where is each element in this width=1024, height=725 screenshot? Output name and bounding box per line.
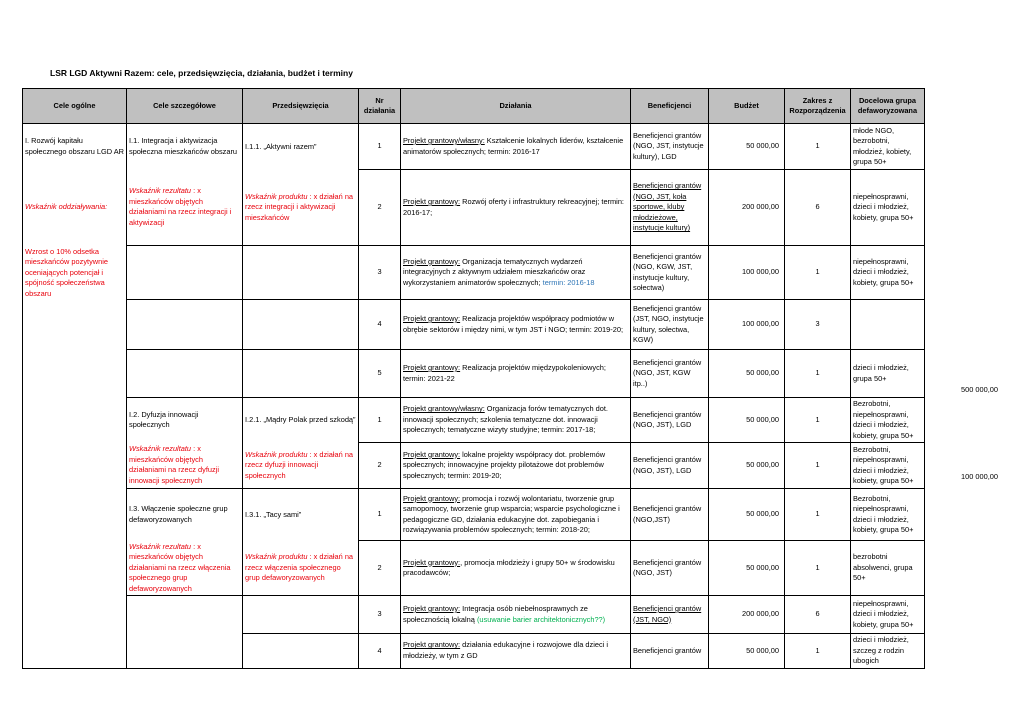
table-row	[23, 170, 925, 246]
action-nr: 2	[359, 170, 401, 246]
budget: 200 000,00	[709, 170, 785, 246]
zakres: 1	[785, 124, 851, 170]
empty-cell	[23, 398, 127, 443]
beneficiaries: Beneficjenci grantów (NGO, JST), LGD	[631, 443, 709, 489]
beneficiaries: Beneficjenci grantów (NGO, JST, instytucje kultury), LGD	[631, 124, 709, 170]
budget: 100 000,00	[709, 246, 785, 300]
empty-cell	[243, 350, 359, 398]
action-nr: 3	[359, 246, 401, 300]
header-nr-dzialania: Nr działania	[359, 89, 401, 124]
header-cele-szczegolowe: Cele szczegółowe	[127, 89, 243, 124]
zakres: 6	[785, 170, 851, 246]
header-budzet: Budżet	[709, 89, 785, 124]
zakres: 1	[785, 443, 851, 489]
empty-cell	[243, 634, 359, 669]
budget: 50 000,00	[709, 443, 785, 489]
target-group: dzieci i młodzież, szczeg z rodzin ubogich	[851, 634, 925, 669]
action-desc: Projekt grantowy: Rozwój oferty i infrastruktury rekreacyjnej; termin: 2016-17;	[401, 170, 631, 246]
action-desc: Projekt grantowy: Integracja osób niebełnosprawnych ze społecznością lokalną (usuwanie barier architektonicznych??)	[401, 596, 631, 634]
beneficiaries: Beneficjenci grantów (JST, NGO)	[631, 596, 709, 634]
budget: 200 000,00	[709, 596, 785, 634]
target-group: Bezrobotni, niepełnosprawni, dzieci i młodzież, kobiety, grupa 50+	[851, 489, 925, 541]
action-desc: Projekt grantowy: lokalne projekty współpracy dot. problemów społecznych; innowacyjne projekty pilotażowe dot problemów społecznych; termin: 2019-20;	[401, 443, 631, 489]
zakres: 1	[785, 246, 851, 300]
action-nr: 1	[359, 398, 401, 443]
action-nr: 1	[359, 489, 401, 541]
table-row	[23, 246, 925, 300]
beneficiaries: Beneficjenci grantów (NGO,JST)	[631, 489, 709, 541]
project-3-indicator: Wskaźnik produktu : x działań na rzecz włączenia społecznego grup defaworyzowanych	[243, 541, 359, 596]
target-group: Bezrobotni, niepełnosprawni, dzieci i młodzież, kobiety, grupa 50+	[851, 398, 925, 443]
action-desc: Projekt grantowy/własny: Organizacja forów tematycznych dot. innowacji społecznych; szkolenia tematyczne dot. innowacji społecznych; tematyczne wizyty studyjne; termin: 2017-18;	[401, 398, 631, 443]
beneficiaries: Beneficjenci grantów (JST, NGO, instytucje kultury, sołectwa, KGW)	[631, 300, 709, 350]
header-row	[23, 89, 925, 124]
zakres: 6	[785, 596, 851, 634]
table-row	[23, 124, 925, 170]
table-row	[23, 443, 925, 489]
target-group: dzieci i młodzież, grupa 50+	[851, 350, 925, 398]
empty-cell	[23, 489, 127, 541]
header-grupa: Docelowa grupa defaworyzowana	[851, 89, 925, 124]
specific-1-indicator: Wskaźnik rezultatu : x mieszkańców objętych działaniami na rzecz integracji i aktywizacji	[127, 170, 243, 246]
header-cele-ogolne: Cele ogólne	[23, 89, 127, 124]
general-goal-name: I. Rozwój kapitału społecznego obszaru LGD AR	[23, 124, 127, 170]
budget: 50 000,00	[709, 489, 785, 541]
target-group	[851, 300, 925, 350]
header-dzialania: Działania	[401, 89, 631, 124]
beneficiaries: Beneficjenci grantów (NGO, JST)	[631, 541, 709, 596]
empty-cell	[243, 300, 359, 350]
action-nr: 4	[359, 300, 401, 350]
project-1-name: I.1.1. „Aktywni razem”	[243, 124, 359, 170]
zakres: 1	[785, 541, 851, 596]
impact-indicator-text: Wzrost o 10% odsetka mieszkańców pozytywnie oceniających potencjał i spójność społeczeństwa obszaru	[23, 246, 127, 350]
action-desc: Projekt grantowy: Realizacja projektów międzypokoleniowych; termin: 2021-22	[401, 350, 631, 398]
empty-cell	[127, 634, 243, 669]
side-total-2: 100 000,00	[961, 472, 998, 481]
empty-cell	[23, 541, 127, 596]
empty-cell	[23, 596, 127, 634]
target-group: niepełnosprawni, dzieci i młodzież, kobiety, grupa 50+	[851, 246, 925, 300]
target-group: młode NGO, bezrobotni, młodzież, kobiety, grupa 50+	[851, 124, 925, 170]
zakres: 1	[785, 398, 851, 443]
action-desc: Projekt grantowy/własny: Kształcenie lokalnych liderów, kształcenie animatorów społecznych; termin: 2016-17	[401, 124, 631, 170]
zakres: 1	[785, 489, 851, 541]
target-group: niepełnosprawni, dzieci i młodzież, kobiety, grupa 50+	[851, 596, 925, 634]
beneficiaries: Beneficjenci grantów (NGO, JST, KGW itp..)	[631, 350, 709, 398]
empty-cell	[23, 634, 127, 669]
budget: 50 000,00	[709, 541, 785, 596]
table-row	[23, 300, 925, 350]
action-nr: 1	[359, 124, 401, 170]
zakres: 1	[785, 634, 851, 669]
beneficiaries: Beneficjenci grantów	[631, 634, 709, 669]
target-group: niepełnosprawni, dzieci i młodzież, kobiety, grupa 50+	[851, 170, 925, 246]
empty-cell	[23, 350, 127, 398]
empty-cell	[127, 350, 243, 398]
header-zakres: Zakres z Rozporządzenia	[785, 89, 851, 124]
zakres: 1	[785, 350, 851, 398]
action-nr: 5	[359, 350, 401, 398]
target-group: Bezrobotni, niepełnosprawni, dzieci i młodzież, kobiety, grupa 50+	[851, 443, 925, 489]
empty-cell	[23, 443, 127, 489]
action-desc: Projekt grantowy: Realizacja projektów współpracy podmiotów w obrębie sektorów i między nimi, w tym JST i NGO; termin: 2019-20;	[401, 300, 631, 350]
action-nr: 2	[359, 443, 401, 489]
beneficiaries: Beneficjenci grantów (NGO, JST), LGD	[631, 398, 709, 443]
budget: 50 000,00	[709, 634, 785, 669]
target-group: bezrobotni absolwenci, grupa 50+	[851, 541, 925, 596]
budget: 50 000,00	[709, 124, 785, 170]
empty-cell	[243, 596, 359, 634]
table-row	[23, 596, 925, 634]
side-total-1: 500 000,00	[961, 385, 998, 394]
action-desc: Projekt grantowy:, promocja młodzieży i grupy 50+ w środowisku pracodawców;	[401, 541, 631, 596]
page-title: LSR LGD Aktywni Razem: cele, przedsięwzięcia, działania, budżet i terminy	[50, 68, 353, 78]
action-desc: Projekt grantowy: Organizacja tematycznych wydarzeń integracyjnych z aktywnym udziałem mieszkańców oraz wykorzystaniem animatorów społecznych; termin: 2016-18	[401, 246, 631, 300]
table-row	[23, 541, 925, 596]
action-nr: 3	[359, 596, 401, 634]
header-przedsiewziecia: Przedsięwzięcia	[243, 89, 359, 124]
action-desc: Projekt grantowy: promocja i rozwój wolontariatu, tworzenie grup samopomocy, tworzenie grup wsparcia; wsparcie psychologiczne i pedagogiczne GD, działania edukacyjne dot. zapobiegania i rozwiązywania problemów społecznych; termin: 2018-20;	[401, 489, 631, 541]
action-nr: 2	[359, 541, 401, 596]
zakres: 3	[785, 300, 851, 350]
specific-goal-3: I.3. Włączenie społeczne grup defaworyzowanych	[127, 489, 243, 541]
table-row	[23, 350, 925, 398]
header-beneficjenci: Beneficjenci	[631, 89, 709, 124]
beneficiaries: Beneficjenci grantów (NGO, KGW, JST, instytucje kultury, sołectwa)	[631, 246, 709, 300]
project-2-name: I.2.1. „Mądry Polak przed szkodą”	[243, 398, 359, 443]
specific-goal-1: I.1. Integracja i aktywizacja społeczna mieszkańców obszaru	[127, 124, 243, 170]
empty-cell	[127, 246, 243, 300]
table-row	[23, 634, 925, 669]
budget: 100 000,00	[709, 300, 785, 350]
budget: 50 000,00	[709, 398, 785, 443]
specific-2-indicator: Wskaźnik rezultatu : x mieszkańców objętych działaniami na rzecz dyfuzji innowacji społecznych	[127, 443, 243, 489]
table-row	[23, 489, 925, 541]
lsr-table	[22, 88, 925, 669]
project-3-name: I.3.1. „Tacy sami”	[243, 489, 359, 541]
impact-indicator: Wskaźnik oddziaływania:	[23, 170, 127, 246]
table-row	[23, 398, 925, 443]
project-2-indicator: Wskaźnik produktu : x działań na rzecz dyfuzji innowacji społecznych	[243, 443, 359, 489]
project-1-indicator: Wskaźnik produktu : x działań na rzecz integracji i aktywizacji mieszkańców	[243, 170, 359, 246]
specific-goal-2: I.2. Dyfuzja innowacji społecznych	[127, 398, 243, 443]
beneficiaries: Beneficjenci grantów (NGO, JST, koła sportowe, kluby młodzieżowe, instytucje kultury)	[631, 170, 709, 246]
empty-cell	[127, 300, 243, 350]
empty-cell	[243, 246, 359, 300]
action-nr: 4	[359, 634, 401, 669]
action-desc: Projekt grantowy: działania edukacyjne i rozwojowe dla dzieci i młodzieży, w tym z GD	[401, 634, 631, 669]
budget: 50 000,00	[709, 350, 785, 398]
specific-3-indicator: Wskaźnik rezultatu : x mieszkańców objętych działaniami na rzecz włączenia społecznego grup defaworyzowanych	[127, 541, 243, 596]
empty-cell	[127, 596, 243, 634]
